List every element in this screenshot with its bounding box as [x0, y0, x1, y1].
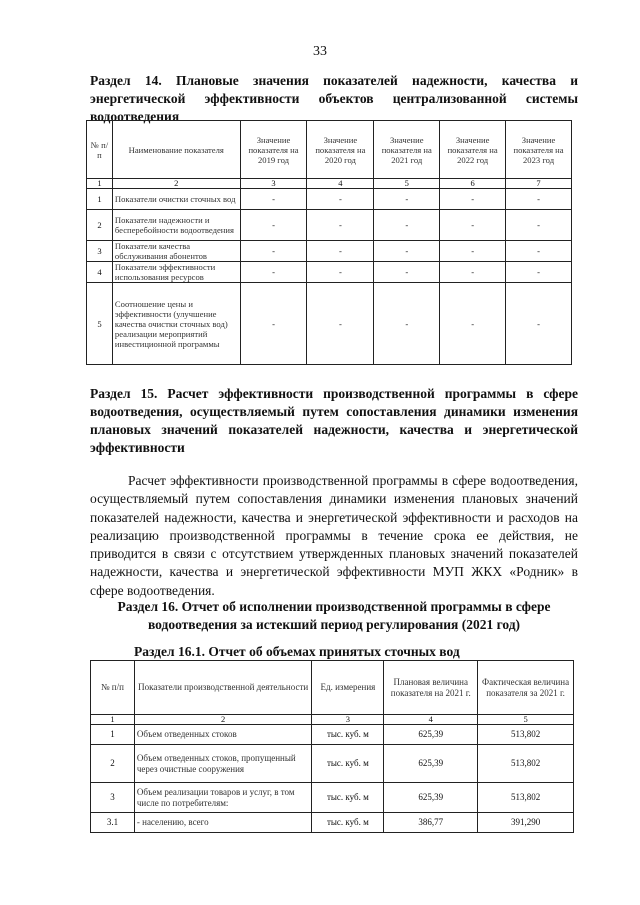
header-cell: Ед. измерения: [312, 661, 384, 715]
row-number: 3: [91, 783, 135, 813]
value-cell: -: [506, 262, 572, 283]
section-14-table: [86, 120, 572, 365]
value-cell: -: [440, 262, 506, 283]
fact-value: 513,802: [478, 745, 574, 783]
value-cell: -: [307, 262, 374, 283]
header-cell: Значение показателя на 2022 год: [440, 121, 506, 179]
section-15-paragraph: Расчет эффективности производственной программы в сфере водоотведения, осуществляемый путем сопоставления динамики изменения плановых значений показателей надежности, качества и энергетической эффективности и расходов на реализацию производственной программы в течение срока ее действия, не приводится в связи с отсутствием утвержденных плановых значений показателей надежности, качества и энергетической эффективности МУП ЖКХ «Родник» в сфере водоотведения.: [90, 473, 578, 598]
column-number: 2: [134, 715, 312, 725]
value-cell: -: [374, 262, 440, 283]
table-header-row: [91, 661, 574, 715]
fact-value: 391,290: [478, 813, 574, 833]
plan-value: 386,77: [384, 813, 478, 833]
unit-cell: тыс. куб. м: [312, 783, 384, 813]
value-cell: -: [440, 189, 506, 210]
column-number: 4: [384, 715, 478, 725]
row-number: 5: [87, 283, 113, 365]
row-number: 2: [87, 210, 113, 241]
section-14-title: Раздел 14. Плановые значения показателей надежности, качества и энергетической эффективности объектов централизованной системы водоотведения: [90, 73, 578, 124]
value-cell: -: [240, 262, 307, 283]
value-cell: -: [307, 283, 374, 365]
indicator-name: Соотношение цены и эффективности (улучшение качества очистки сточных вод) реализации мероприятий инвестиционной программы: [112, 283, 240, 365]
value-cell: -: [506, 189, 572, 210]
value-cell: -: [374, 241, 440, 262]
column-number-row: [87, 179, 572, 189]
value-cell: -: [240, 241, 307, 262]
column-number: 2: [112, 179, 240, 189]
unit-cell: тыс. куб. м: [312, 725, 384, 745]
value-cell: -: [374, 283, 440, 365]
header-cell: Значение показателя на 2019 год: [240, 121, 307, 179]
header-cell: № п/п: [91, 661, 135, 715]
header-cell: Наименование показателя: [112, 121, 240, 179]
fact-value: 513,802: [478, 725, 574, 745]
table-row: [91, 813, 574, 833]
row-number: 3.1: [91, 813, 135, 833]
indicator-name: Объем реализации товаров и услуг, в том числе по потребителям:: [134, 783, 312, 813]
table-row: [87, 283, 572, 365]
header-cell: Значение показателя на 2021 год: [374, 121, 440, 179]
column-number: 3: [312, 715, 384, 725]
page-number: 33: [313, 44, 327, 59]
value-cell: -: [506, 241, 572, 262]
column-number: 7: [506, 179, 572, 189]
header-cell: Плановая величина показателя на 2021 г.: [384, 661, 478, 715]
column-number: 6: [440, 179, 506, 189]
row-number: 2: [91, 745, 135, 783]
column-number: 3: [240, 179, 307, 189]
table-row: [91, 783, 574, 813]
row-number: 4: [87, 262, 113, 283]
value-cell: -: [240, 210, 307, 241]
indicator-name: Объем отведенных стоков, пропущенный через очистные сооружения: [134, 745, 312, 783]
fact-value: 513,802: [478, 783, 574, 813]
value-cell: -: [374, 189, 440, 210]
plan-value: 625,39: [384, 783, 478, 813]
indicator-name: Показатели эффективности использования ресурсов: [112, 262, 240, 283]
section-15-title: Раздел 15. Расчет эффективности производственной программы в сфере водоотведения, осуществляемый путем сопоставления динамики изменения плановых значений показателей надежности, качества и энергетической эффективности: [90, 386, 578, 455]
table-row: [91, 725, 574, 745]
table-row: [91, 745, 574, 783]
plan-value: 625,39: [384, 745, 478, 783]
table-row: [87, 241, 572, 262]
indicator-name: Показатели качества обслуживания абонентов: [112, 241, 240, 262]
row-number: 1: [91, 725, 135, 745]
value-cell: -: [240, 189, 307, 210]
header-cell: Значение показателя на 2020 год: [307, 121, 374, 179]
section-16-title: Раздел 16. Отчет об исполнении производственной программы в сфере водоотведения за истекший период регулирования (2021 год): [117, 599, 551, 632]
unit-cell: тыс. куб. м: [312, 813, 384, 833]
header-cell: Значение показателя на 2023 год: [506, 121, 572, 179]
value-cell: -: [307, 241, 374, 262]
column-number: 1: [91, 715, 135, 725]
indicator-name: Показатели надежности и бесперебойности водоотведения: [112, 210, 240, 241]
table-row: [87, 262, 572, 283]
value-cell: -: [440, 241, 506, 262]
row-number: 1: [87, 189, 113, 210]
value-cell: -: [440, 210, 506, 241]
table-row: [87, 189, 572, 210]
value-cell: -: [506, 210, 572, 241]
unit-cell: тыс. куб. м: [312, 745, 384, 783]
value-cell: -: [506, 283, 572, 365]
header-cell: № п/п: [87, 121, 113, 179]
indicator-name: Показатели очистки сточных вод: [112, 189, 240, 210]
value-cell: -: [240, 283, 307, 365]
indicator-name: - населению, всего: [134, 813, 312, 833]
plan-value: 625,39: [384, 725, 478, 745]
section-16-1-subtitle: Раздел 16.1. Отчет об объемах принятых сточных вод: [134, 644, 460, 659]
column-number: 4: [307, 179, 374, 189]
row-number: 3: [87, 241, 113, 262]
header-cell: Фактическая величина показателя за 2021 г.: [478, 661, 574, 715]
header-cell: Показатели производственной деятельности: [134, 661, 312, 715]
section-16-table: [90, 660, 574, 833]
indicator-name: Объем отведенных стоков: [134, 725, 312, 745]
value-cell: -: [440, 283, 506, 365]
column-number: 5: [374, 179, 440, 189]
column-number-row: [91, 715, 574, 725]
table-header-row: [87, 121, 572, 179]
column-number: 5: [478, 715, 574, 725]
value-cell: -: [307, 210, 374, 241]
column-number: 1: [87, 179, 113, 189]
value-cell: -: [374, 210, 440, 241]
table-row: [87, 210, 572, 241]
value-cell: -: [307, 189, 374, 210]
